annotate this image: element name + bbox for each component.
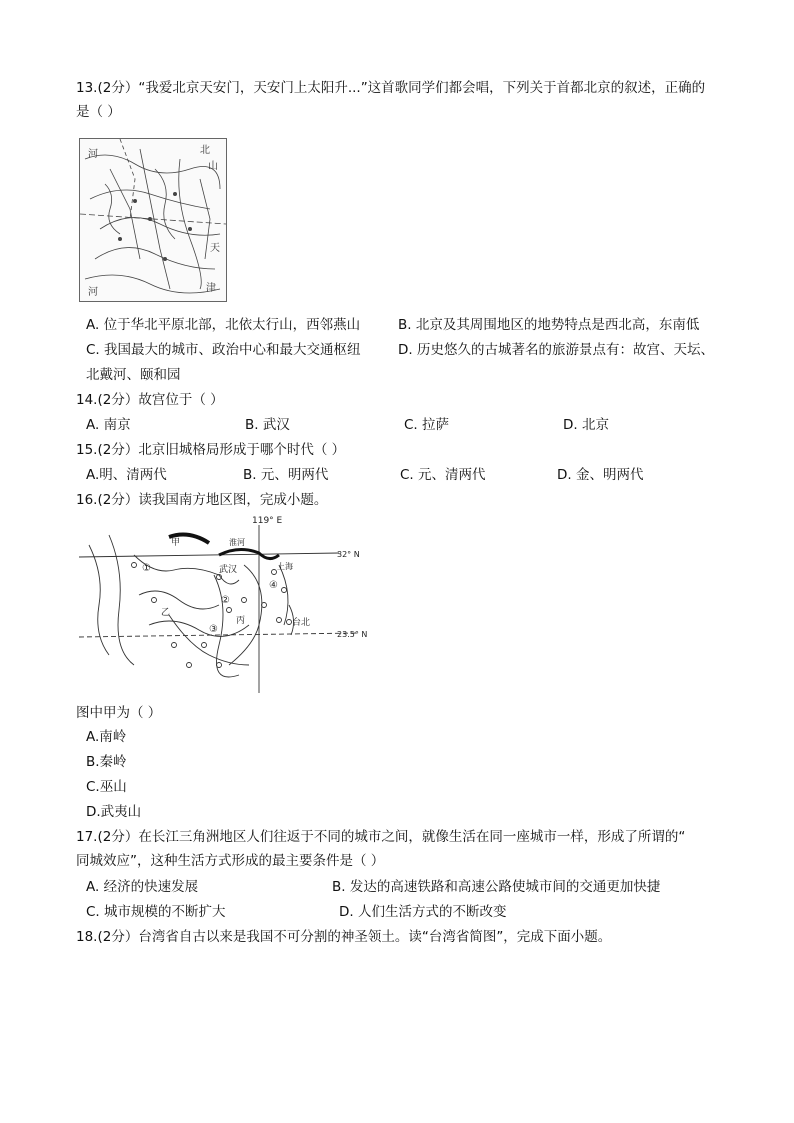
map-label-shanghai: 上海 [277,562,293,571]
q13-option-c[interactable]: C. 我国最大的城市、政治中心和最大交通枢纽 [86,342,361,358]
q14-stem: 14.(2分）故宫位于（ ） [76,392,224,408]
map-label-he: 河 [88,149,98,160]
map-label-tian: 天 [210,243,220,254]
q13-option-d-continued: 北戴河、颐和园 [86,367,181,383]
map-label-huaihe: 淮河 [229,538,245,547]
q13-stem-line1: 13.(2分）“我爱北京天安门，天安门上太阳升...”这首歌同学们都会唱，下列关于首都北京的叙述，正确的 [76,80,706,96]
q13-option-d[interactable]: D. 历史悠久的古城著名的旅游景点有：故宫、天坛、 [398,342,714,358]
q15-option-a[interactable]: A.明、清两代 [86,467,167,483]
map-label-n3: ③ [209,624,218,635]
beijing-map [79,138,227,302]
q16-sub-stem: 图中甲为（ ） [76,705,162,721]
map-label-jia: 甲 [171,538,181,548]
q16-option-c[interactable]: C.巫山 [86,779,127,795]
q13-option-b[interactable]: B. 北京及其周围地区的地势特点是西北高，东南低 [398,317,700,333]
map-label-wuhan: 武汉 [219,565,238,575]
q16-stem: 16.(2分）读我国南方地区图，完成小题。 [76,492,328,508]
map-label-shan: 山 [208,161,218,172]
q16-option-b[interactable]: B.秦岭 [86,754,127,770]
q15-option-b[interactable]: B. 元、明两代 [243,467,329,483]
map-label-n2: ② [221,595,230,606]
q17-option-c[interactable]: C. 城市规模的不断扩大 [86,904,226,920]
q17-option-d[interactable]: D. 人们生活方式的不断改变 [339,904,507,920]
map-label-n1: ① [142,563,151,574]
q18-stem: 18.(2分）台湾省自古以来是我国不可分割的神圣领土。读“台湾省简图”，完成下面小题。 [76,929,612,945]
q13-option-a[interactable]: A. 位于华北平原北部，北依太行山，西邻燕山 [86,317,361,333]
q17-option-b[interactable]: B. 发达的高速铁路和高速公路使城市间的交通更加快捷 [332,879,661,895]
q15-option-d[interactable]: D. 金、明两代 [557,467,644,483]
map-label-bing: 丙 [236,616,246,626]
q14-option-d[interactable]: D. 北京 [563,417,609,433]
q15-stem: 15.(2分）北京旧城格局形成于哪个时代（ ） [76,442,346,458]
q13-stem-line2: 是（ ） [76,104,121,120]
southern-china-map [79,515,373,693]
q17-stem-line2: 同城效应”，这种生活方式形成的最主要条件是（ ） [76,853,385,869]
q14-option-b[interactable]: B. 武汉 [245,417,290,433]
map-label-bei: 北 [200,145,210,156]
map-label-n4: ④ [269,580,278,591]
map-label-yi: 乙 [161,608,171,618]
q14-option-c[interactable]: C. 拉萨 [404,417,450,433]
q14-option-a[interactable]: A. 南京 [86,417,131,433]
map-label-23-5n: 23.5° N [337,630,368,639]
q15-option-c[interactable]: C. 元、清两代 [400,467,486,483]
map-label-119e: 119° E [252,516,283,526]
map-label-taibei: 台北 [292,618,311,628]
q17-stem-line1: 17.(2分）在长江三角洲地区人们往返于不同的城市之间，就像生活在同一座城市一样，形成了所谓的“ [76,829,686,845]
map-label-he2: 河 [88,287,98,298]
q16-option-a[interactable]: A.南岭 [86,729,127,745]
q17-option-a[interactable]: A. 经济的快速发展 [86,879,199,895]
map-label-jin: 津 [206,283,216,294]
q16-option-d[interactable]: D.武夷山 [86,804,142,820]
map-label-32n: 32° N [337,550,360,559]
